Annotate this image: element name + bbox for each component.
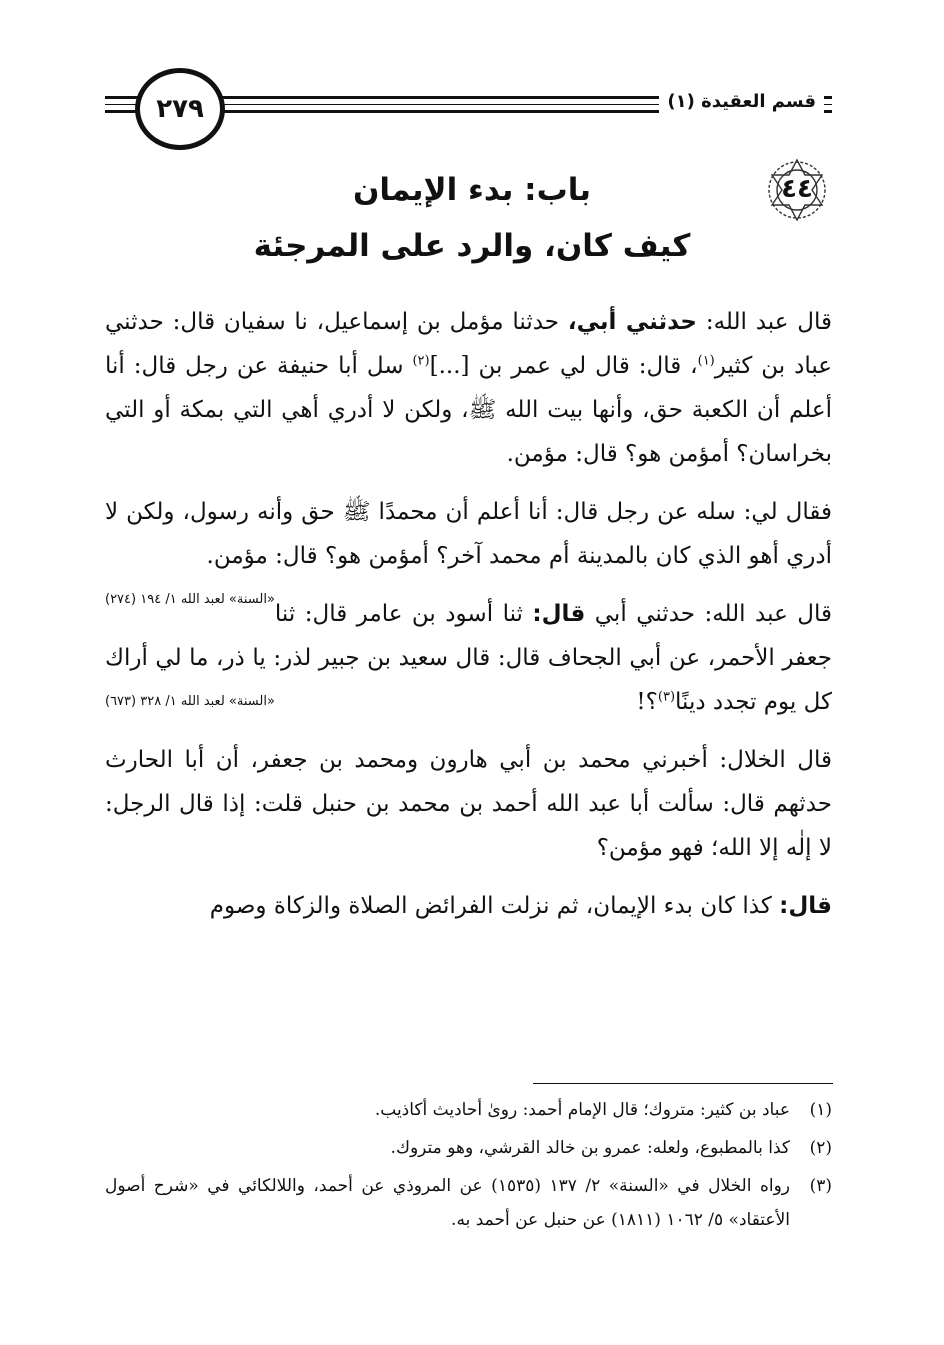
footnote-text: رواه الخلال في «السنة» ٢/ ١٣٧ (١٥٣٥) عن المروذي عن أحمد، واللالكائي في «شرح أصول الأعتقاد» ٥/ ١٠٦٢ (١٨١١) عن حنبل عن أحمد به.: [105, 1176, 790, 1230]
footnote-separator: [533, 1083, 833, 1084]
footnote-1: [105, 1093, 832, 1127]
footnote-text: كذا بالمطبوع، ولعله: عمرو بن خالد القرشي، وهو متروك.: [390, 1138, 790, 1158]
text-run: ، قال: قال لي عمر بن [...]: [429, 353, 698, 379]
footnote-number: (١): [809, 1100, 832, 1120]
bold-run: قال:: [532, 601, 586, 627]
main-text: [105, 300, 832, 942]
text-run: كذا كان بدء الإيمان، ثم نزلت الفرائض الصلاة والزكاة وصوم: [209, 893, 780, 919]
footnotes: [105, 1093, 832, 1241]
chapter-number: ٤٤: [781, 174, 813, 204]
source-citation: «السنة» لعبد الله ١/ ١٩٤ (٢٧٤): [105, 592, 275, 607]
chapter-subtitle: كيف كان، والرد على المرجئة: [253, 228, 691, 264]
footnote-number: (٣): [809, 1176, 832, 1196]
footnote-number: (٢): [809, 1138, 832, 1158]
bold-run: قال:: [779, 893, 832, 919]
chapter-title: باب: بدء الإيمان: [352, 172, 592, 208]
paragraph-4: [105, 738, 832, 870]
text-run: قال عبد الله: حدثني أبي: [585, 601, 832, 627]
footnote-ref-1[interactable]: (١): [697, 353, 715, 369]
paragraph-1: [105, 300, 832, 476]
text-run: ؟!: [636, 689, 658, 715]
page-number: ٢٧٩: [156, 94, 204, 124]
page-number-circle: [135, 68, 225, 150]
text-run: قال عبد الله:: [697, 309, 832, 335]
footnote-3: [105, 1169, 832, 1237]
text-run: ثنا أسود بن عامر قال: ثنا جعفر الأحمر، عن أبي الجحاف قال: قال سعيد بن جبير لذر: يا ذر، ما لي أراك كل يوم تجدد دينًا: [105, 601, 832, 715]
source-citation: «السنة» لعبد الله ١/ ٣٢٨ (٦٧٣): [105, 694, 275, 709]
text-run: حدثنا مؤمل بن إسماعيل، نا سفيان قال: حدثني عباد بن كثير: [105, 309, 833, 379]
text-run: قال الخلال: أخبرني محمد بن أبي هارون ومحمد بن جعفر، أن أبا الحارث حدثهم قال: سألت أبا عبد الله أحمد بن محمد بن حنبل قلت: إذا قال الرجل: لا إلٰه إلا الله؛ فهو مؤمن؟: [105, 747, 832, 861]
footnote-text: عباد بن كثير: متروك؛ قال الإمام أحمد: روىٰ أحاديث أكاذيب.: [374, 1100, 790, 1120]
text-run: سل أبا حنيفة عن رجل قال: أنا أعلم أن الكعبة حق، وأنها بيت الله ﷺ، ولكن لا أدري أهي التي بمكة أو التي بخراسان؟ أمؤمن هو؟ قال: مؤمن.: [105, 353, 832, 467]
footnote-ref-3[interactable]: (٣): [657, 689, 676, 705]
paragraph-2: [105, 490, 832, 607]
text-run: فقال لي: سله عن رجل قال: أنا أعلم أن محمدًا ﷺ حق وأنه رسول، ولكن لا أدري أهو الذي كان بالمدينة أم محمد آخر؟ أمؤمن هو؟ قال: مؤمن.: [105, 499, 832, 569]
footnote-ref-2[interactable]: (٢): [412, 353, 430, 369]
footnote-2: [105, 1131, 832, 1165]
bold-run: حدثني أبي،: [567, 309, 698, 335]
paragraph-5: [105, 884, 832, 928]
running-header-title: قسم العقيدة (١): [659, 88, 824, 116]
